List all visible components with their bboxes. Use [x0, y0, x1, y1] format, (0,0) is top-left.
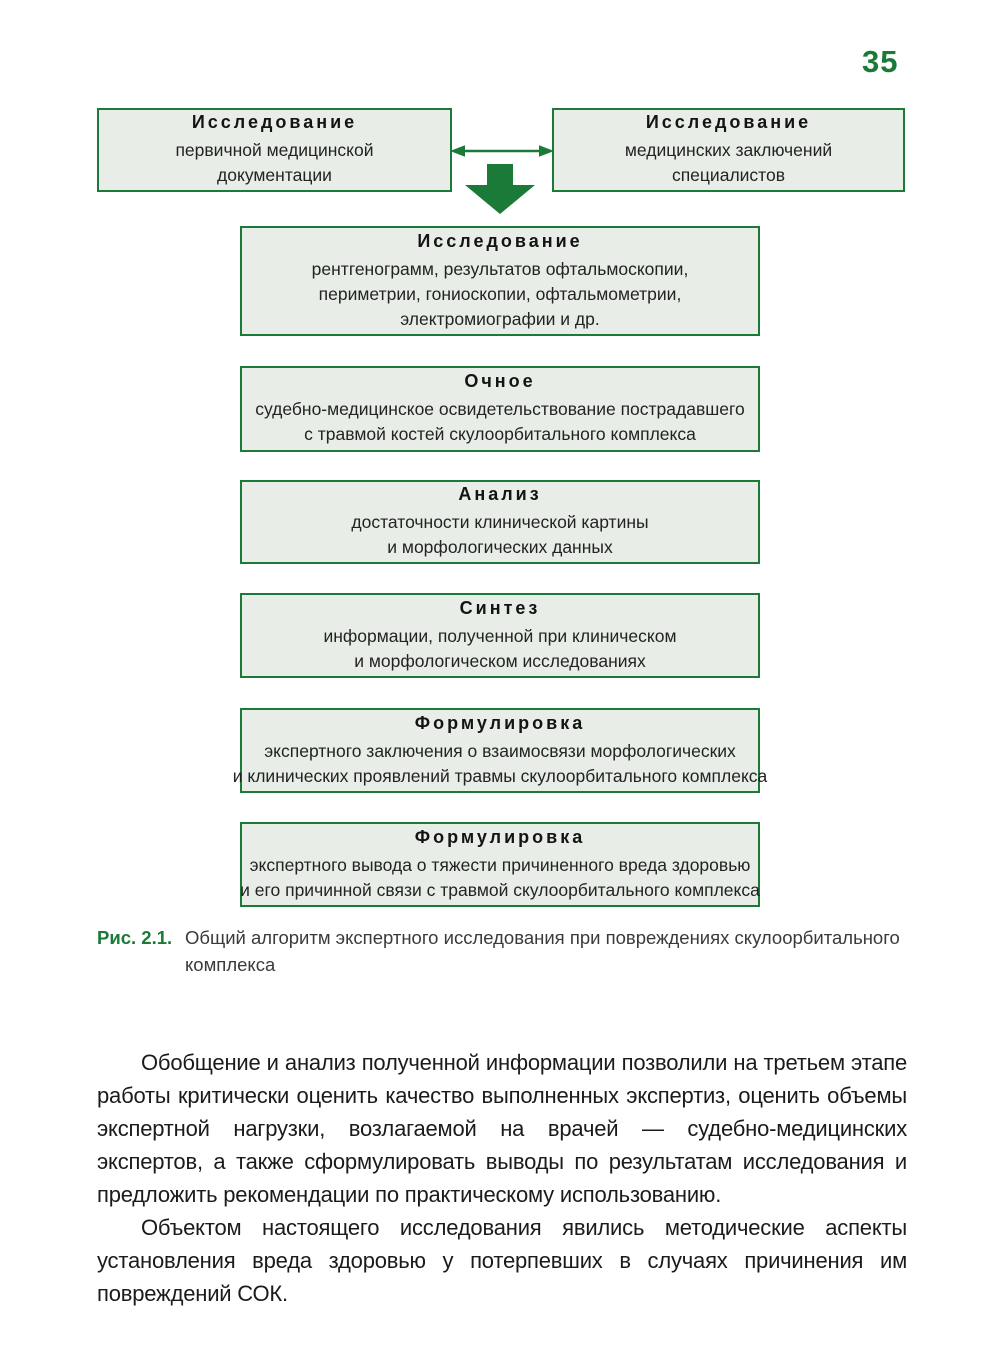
- diagram-box-primary-documentation: [97, 108, 452, 192]
- diagram-box-in-person-examination: [240, 366, 760, 452]
- diagram-box-instrumental-study: [240, 226, 760, 336]
- diagram-box-analysis: [240, 480, 760, 564]
- diagram-box-line: электромиографии и др.: [400, 308, 600, 329]
- diagram-box-title: Очное: [464, 371, 536, 391]
- diagram-box-title: Анализ: [458, 484, 542, 504]
- figure-caption-label: Рис. 2.1.: [97, 927, 173, 948]
- diagram-box-line: достаточности клинической картины: [351, 512, 649, 532]
- diagram-box-title: Исследование: [191, 112, 358, 132]
- body-paragraph: Обобщение и анализ полученной информации позволили на третьем этапе работы критически оценить качество выполненных экспертиз, оценить объемы экспертной нагрузки, возлагаемой на врачей — судебно-медицинских экспертов, а также сформулировать выводы по результатам исследования и предложить рекомендации по практическому использованию.: [97, 1050, 907, 1207]
- diagram-box-line: первичной медицинской: [175, 140, 374, 160]
- diagram-box-line: и морфологических данных: [387, 537, 613, 557]
- diagram-box-synthesis: [240, 593, 760, 678]
- diagram-box-formulation-conclusion: [232, 708, 768, 793]
- diagram-box-line: периметрии, гониоскопии, офтальмометрии,: [318, 283, 682, 304]
- diagram-box-line: и морфологическом исследованиях: [354, 650, 646, 671]
- diagram-box-line: документации: [217, 165, 332, 185]
- figure-caption-text: Общий алгоритм экспертного исследования при повреждениях скулоорбитального комплекса: [185, 927, 900, 975]
- diagram-box-line: медицинских заключений: [624, 140, 833, 160]
- diagram-box-line: судебно-медицинское освидетельствование пострадавшего: [255, 399, 745, 419]
- diagram-box-line: экспертного вывода о тяжести причиненного вреда здоровью: [249, 854, 751, 875]
- body-text: [97, 1046, 907, 1310]
- diagram-box-line: с травмой костей скулоорбитального комплекса: [304, 424, 696, 444]
- diagram-box-title: Исследование: [417, 230, 583, 251]
- diagram-box-line: и клинических проявлений травмы скулоорбитального комплекса: [232, 765, 768, 786]
- diagram-box-title: Исследование: [645, 112, 812, 132]
- down-arrow-icon: [465, 164, 535, 214]
- double-arrow-icon: [450, 143, 554, 159]
- diagram-box-line: информации, полученной при клиническом: [323, 625, 677, 646]
- diagram-box-line: и его причинной связи с травмой скулоорбитального комплекса: [240, 879, 760, 900]
- diagram-box-title: Синтез: [459, 597, 541, 618]
- figure-caption: [97, 924, 909, 978]
- diagram-box-line: рентгенограмм, результатов офтальмоскопии,: [311, 258, 689, 279]
- diagram-box-line: экспертного заключения о взаимосвязи морфологических: [264, 740, 736, 761]
- body-paragraph: Объектом настоящего исследования явились методические аспекты установления вреда здоровью у потерпевших в случаях причинения им повреждений СОК.: [97, 1215, 907, 1306]
- diagram-box-title: Формулировка: [414, 712, 586, 733]
- page-number: 35: [862, 44, 899, 79]
- diagram-box-title: Формулировка: [414, 826, 586, 847]
- diagram-box-formulation-verdict: [240, 822, 760, 907]
- diagram-box-specialist-conclusions: [552, 108, 905, 192]
- diagram-box-line: специалистов: [671, 165, 786, 185]
